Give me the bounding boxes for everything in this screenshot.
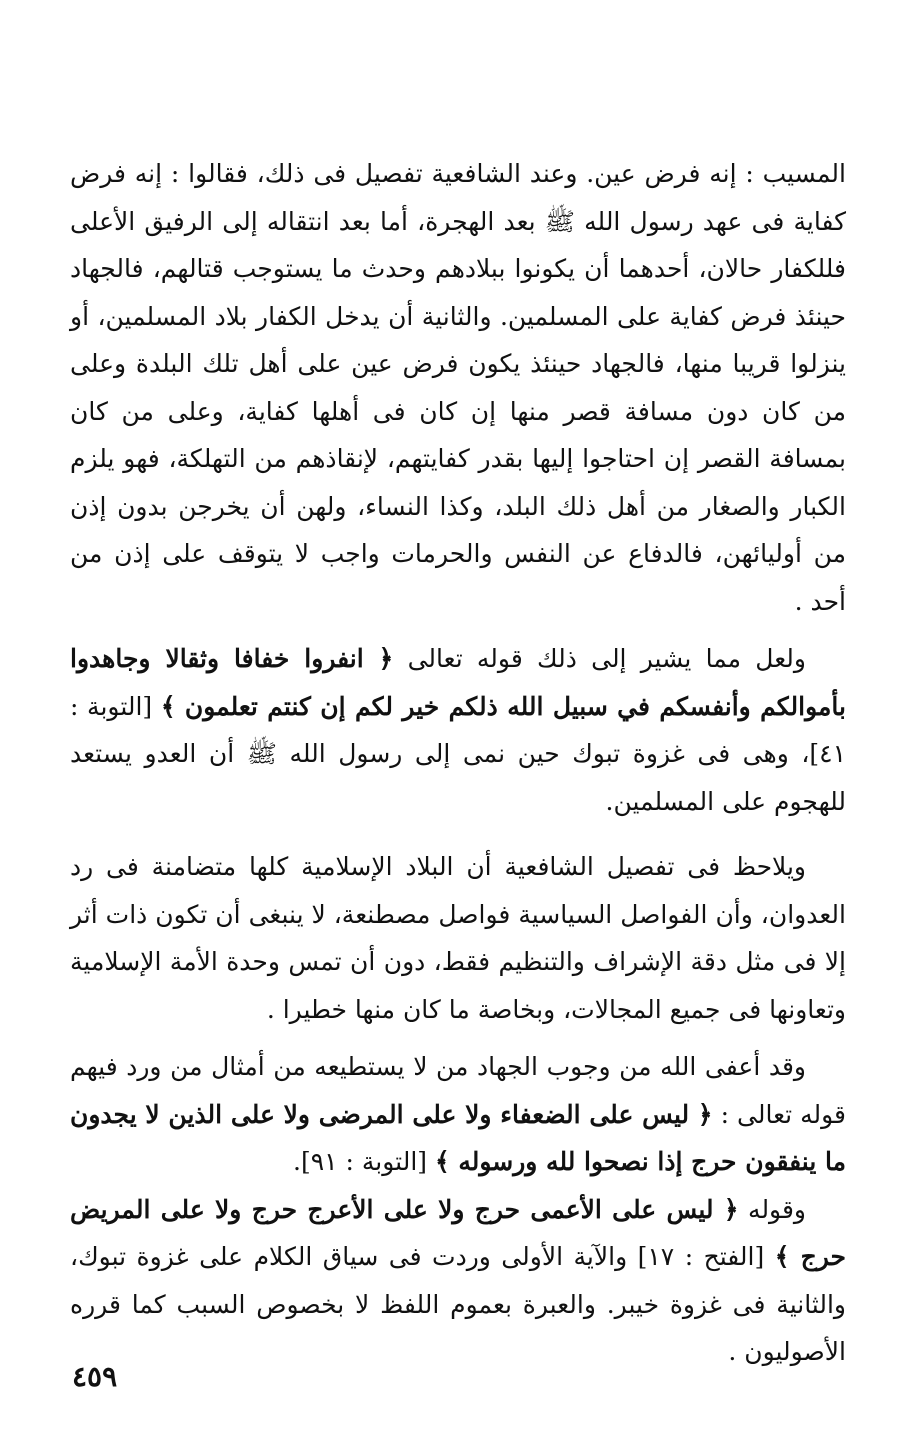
quran-verse: ﴿ ليس على الضعفاء ولا على المرضى ولا على الذين لا يجدون ما ينفقون حرج إذا نصحوا لله ورسوله ﴾ [70,1099,846,1176]
paragraph-3 [70,843,846,1033]
text-segment: وقد أعفى الله من وجوب الجهاد من لا يستطيعه من أمثال من ورد فيهم قوله تعالى : [70,1052,846,1129]
paragraph-2 [70,635,846,825]
page-body [70,150,846,1376]
paragraph-1 [70,150,846,625]
text-segment: ولعل مما يشير إلى ذلك قوله تعالى [393,644,806,673]
quran-verse: ﴿ ليس على الأعمى حرج ولا على الأعرج حرج ولا على المريض حرج ﴾ [70,1194,846,1271]
page-number: ٤٥٩ [72,1360,118,1393]
text-segment: ويلاحظ فى تفصيل الشافعية أن البلاد الإسلامية كلها متضامنة فى رد العدوان، وأن الفواصل السياسية فواصل مصطنعة، لا ينبغى أن تكون ذات أثر إلا فى مثل دقة الإشراف والتنظيم فقط، دون أن تمس وحدة الأمة الإسلامية وتعاونها فى جميع المجالات، وبخاصة ما كان منها خطيرا . [70,852,846,1024]
text-segment: وقوله [738,1194,806,1224]
quran-verse: ﴿ انفروا خفافا وثقالا وجاهدوا بأموالكم وأنفسكم في سبيل الله ذلكم خير لكم إن كنتم تعلمون ﴾ [70,644,846,721]
text-segment: المسيب : إنه فرض عين. وعند الشافعية تفصيل فى ذلك، فقالوا : إنه فرض كفاية فى عهد رسول الله ﷺ بعد الهجرة، أما بعد انتقاله إلى الرفيق الأعلى فللكفار حالان، أحدهما أن يكونوا ببلادهم وحدث ما يستوجب قتالهم، فالجهاد حينئذ فرض كفاية على المسلمين. والثانية أن يدخل الكفار بلاد المسلمين، أو ينزلوا قريبا منها، فالجهاد حينئذ يكون فرض عين على أهل تلك البلدة وعلى من كان دون مسافة قصر منها إن كان فى أهلها كفاية، وعلى من كان بمسافة القصر إن احتاجوا إليها بقدر كفايتهم، لإنقاذهم من التهلكة، فهو يلزم الكبار والصغار من أهل ذلك البلد، وكذا النساء، ولهن أن يخرجن بدون إذن من أوليائهن، فالدفاع عن النفس والحرمات واجب لا يتوقف على إذن من أحد . [70,159,846,616]
text-segment: [التوبة : ٩١]. [293,1147,435,1176]
paragraph-4 [70,1043,846,1186]
text-segment: [التوبة : ٤١]، وهى فى غزوة تبوك حين نمى إلى رسول الله ﷺ أن العدو يستعد للهجوم على المسلمين. [70,691,846,816]
paragraph-5 [70,1186,846,1376]
text-segment: [الفتح : ١٧] والآية الأولى وردت فى سياق الكلام على غزوة تبوك، والثانية فى غزوة خيبر. والعبرة بعموم اللفظ لا بخصوص السبب كما قرره الأصوليون . [70,1242,846,1366]
